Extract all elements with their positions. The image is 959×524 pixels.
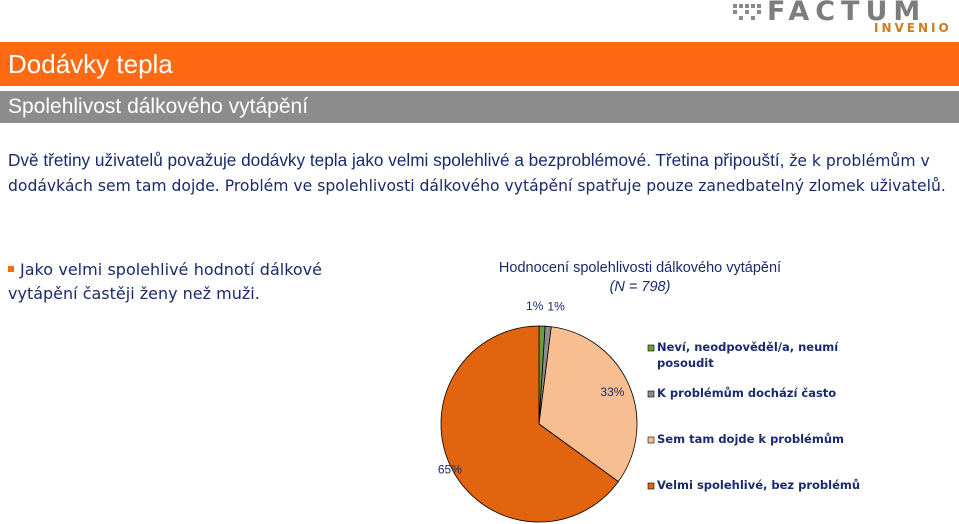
logo-sub: INVENIO	[874, 21, 952, 35]
legend-label-3: Sem tam dojde k problémům	[657, 432, 845, 446]
pie-label-1: 1%	[526, 299, 544, 314]
pie-label-4: 65%	[437, 462, 462, 477]
legend-label-2: K problémům dochází často	[657, 386, 837, 400]
bullet-text: Jako velmi spolehlivé hodnotí dálkové vytápění častěji ženy než muži.	[8, 260, 322, 303]
logo-brand: FACTUM	[767, 0, 927, 27]
pie-slices	[441, 326, 637, 522]
legend-swatch-3	[648, 437, 654, 443]
pie-label-3: 33%	[600, 385, 625, 400]
chart-title: Hodnocení spolehlivosti dálkového vytápění	[498, 260, 782, 276]
intro-part-3: Problém ve spolehlivosti dálkového vytápění spatřuje pouze zanedbatelný zlomek uživatelů.	[219, 177, 946, 195]
legend-swatch-1	[648, 345, 654, 351]
legend-label-4: Velmi spolehlivé, bez problémů	[657, 478, 861, 492]
intro-part-2: že k problémům v dodávkách sem tam dojde.	[8, 152, 930, 195]
chart-subtitle: (N = 798)	[609, 279, 671, 295]
legend-swatch-4	[648, 483, 654, 489]
page-title: Dodávky tepla	[0, 42, 959, 86]
legend-swatch-2	[648, 391, 654, 397]
legend-label-1: Neví, neodpověděl/a, neumí posoudit	[657, 340, 839, 370]
pie-label-2: 1%	[547, 299, 565, 314]
chart-legend	[648, 340, 860, 492]
intro-part-1: Dvě třetiny uživatelů považuje dodávky tepla jako velmi spolehlivé a bezproblémové. Třetina připouští,	[8, 150, 785, 170]
page-subtitle: Spolehlivost dálkového vytápění	[0, 91, 959, 123]
